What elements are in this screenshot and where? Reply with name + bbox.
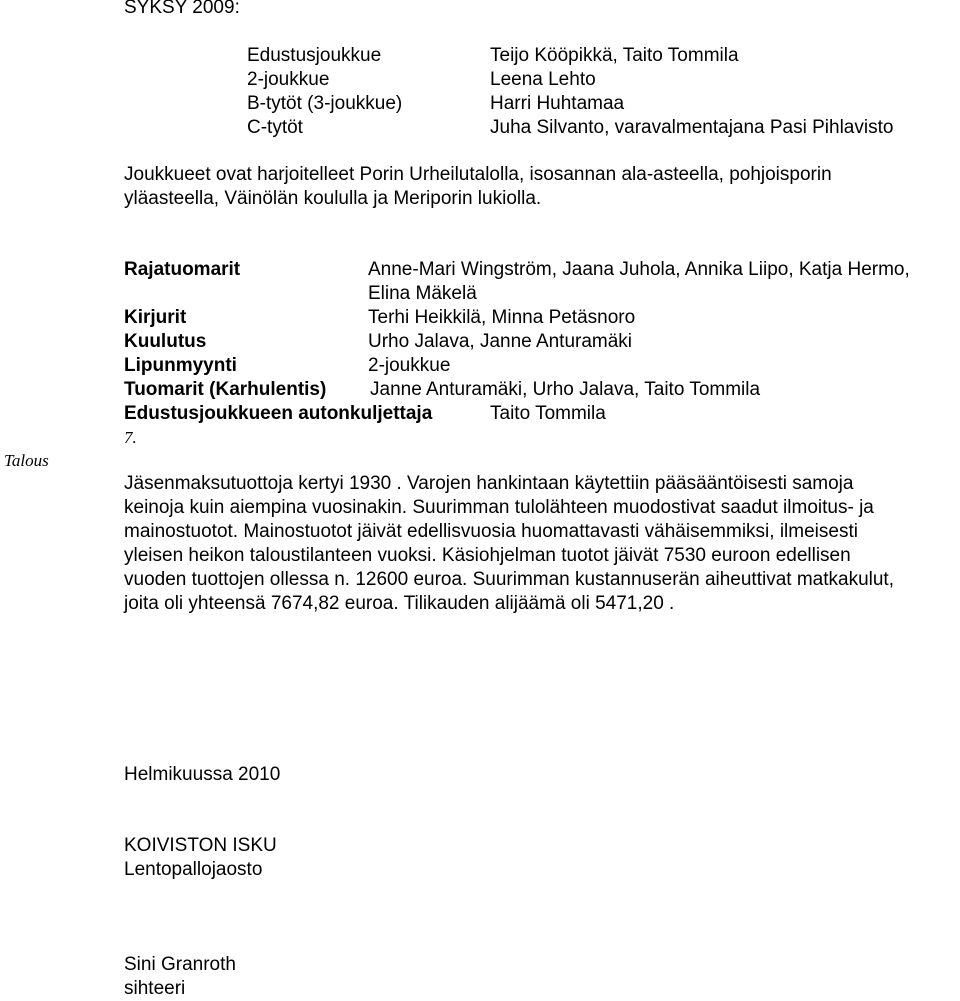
scorers-value: Terhi Heikkilä, Minna Petäsnoro <box>368 307 636 328</box>
department-name: Lentopallojaosto <box>124 859 263 880</box>
finance-line: Jäsenmaksutuottoja kertyi 1930 . Varojen hankintaan käytettiin pääsääntöisesti samoja <box>124 473 854 494</box>
team-name: Edustusjoukkue <box>247 45 382 66</box>
practice-text-line: yläasteella, Väinölän koululla ja Meriporin lukiolla. <box>124 188 542 209</box>
finance-line: keinoja kuin aiempina vuosinakin. Suurimman tulolähteen muodostivat saadut ilmoitus- ja <box>124 497 874 518</box>
team-name: C-tytöt <box>247 117 303 138</box>
finance-line: vuoden tuottojen ollessa n. 12600 euroa. Suurimman kustannuserän aiheuttivat matkakulut, <box>124 569 894 590</box>
page-heading: SYKSY 2009: <box>124 0 240 18</box>
driver-value: Taito Tommila <box>490 403 606 424</box>
practice-text-line: Joukkueet ovat harjoitelleet Porin Urheilutalolla, isosannan ala-asteella, pohjoisporin <box>124 164 832 185</box>
coach-name: Teijo Kööpikkä, Taito Tommila <box>490 45 739 66</box>
referees-value-cont: Elina Mäkelä <box>368 283 477 304</box>
driver-label: Edustusjoukkueen autonkuljettaja <box>124 403 433 424</box>
finance-line: joita oli yhteensä 7674,82 euroa. Tilikauden alijäämä oli 5471,20 . <box>124 593 675 614</box>
judges-label: Tuomarit (Karhulentis) <box>124 379 327 400</box>
announcing-label: Kuulutus <box>124 331 207 352</box>
finance-paragraph <box>124 472 960 616</box>
team-name: 2-joukkue <box>247 69 330 90</box>
referees-label: Rajatuomarit <box>124 259 241 280</box>
finance-line: mainostuotot. Mainostuotot jäivät edellisvuosia huomattavasti vähäisemmiksi, ilmeisesti <box>124 521 858 542</box>
signer-name: Sini Granroth <box>124 954 236 975</box>
scorers-label: Kirjurit <box>124 307 187 328</box>
referees-value: Anne-Mari Wingström, Jaana Juhola, Annika Liipo, Katja Hermo, <box>368 259 910 280</box>
tickets-label: Lipunmyynti <box>124 355 237 376</box>
organization-name: KOIVISTON ISKU <box>124 835 277 856</box>
coach-name: Harri Huhtamaa <box>490 93 625 114</box>
section-number: 7. <box>124 428 137 447</box>
announcing-value: Urho Jalava, Janne Anturamäki <box>368 331 633 352</box>
finance-line: yleisen heikon taloustilanteen vuoksi. Käsiohjelman tuotot jäivät 7530 euroon edellisen <box>124 545 851 566</box>
judges-value: Janne Anturamäki, Urho Jalava, Taito Tommila <box>370 379 761 400</box>
tickets-value: 2-joukkue <box>368 355 451 376</box>
signer-title: sihteeri <box>124 978 186 999</box>
document-date: Helmikuussa 2010 <box>124 764 281 785</box>
coach-name: Juha Silvanto, varavalmentajana Pasi Pihlavisto <box>490 117 894 138</box>
coach-name: Leena Lehto <box>490 69 596 90</box>
team-name: B-tytöt (3-joukkue) <box>247 93 403 114</box>
section-label: Talous <box>4 451 49 470</box>
